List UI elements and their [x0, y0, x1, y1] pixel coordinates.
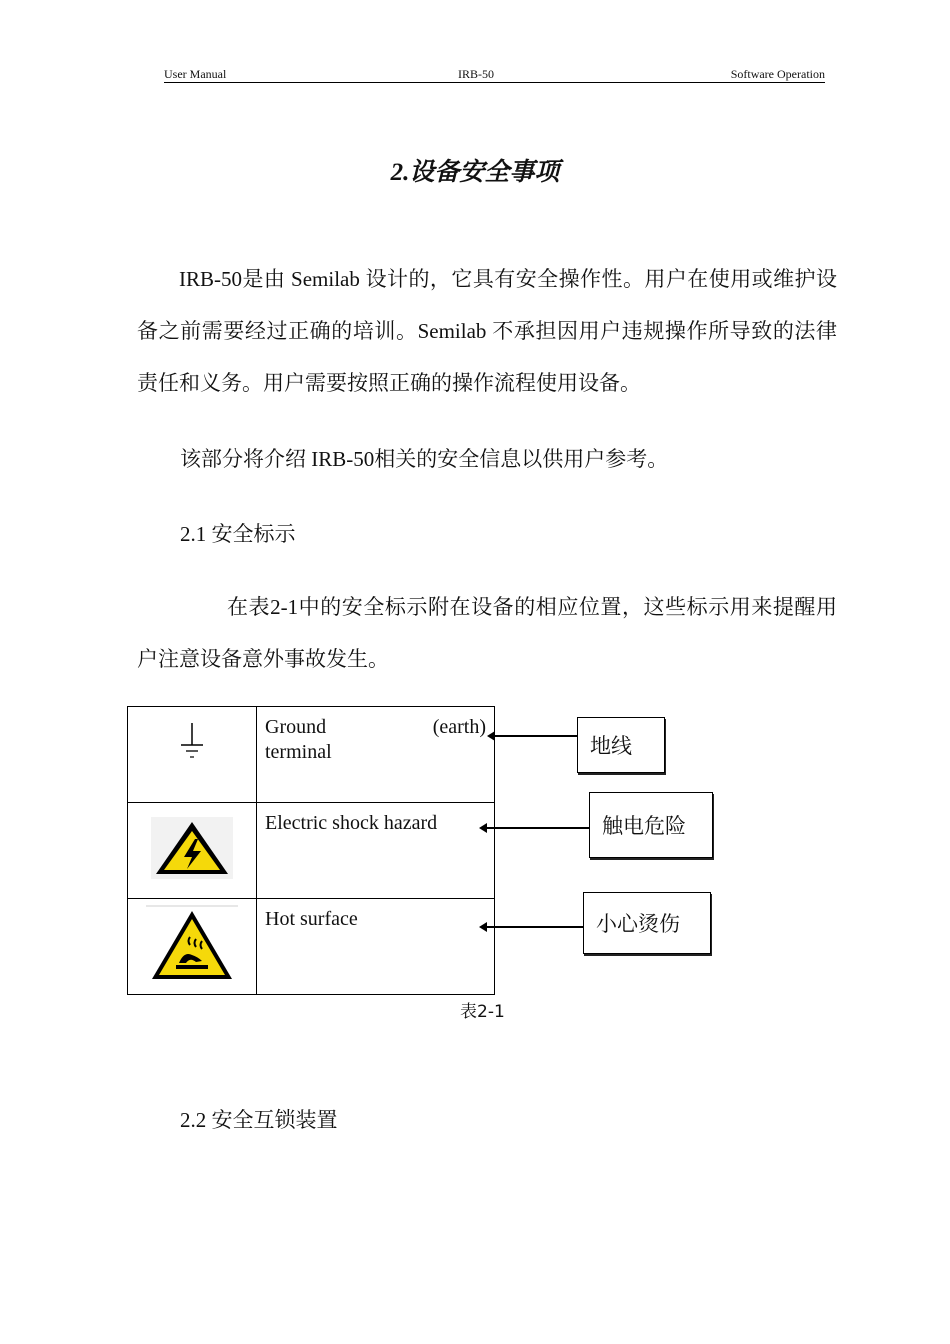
table-row — [128, 707, 495, 803]
page-header — [164, 66, 825, 83]
hot-surface-label: Hot surface — [265, 908, 358, 930]
ground-label-a: Ground — [265, 716, 327, 738]
arrow-icon — [486, 827, 589, 829]
header-right: Software Operation — [730, 67, 825, 81]
description-cell — [257, 803, 495, 899]
ground-label-b: (earth) — [432, 716, 486, 738]
signs-note-paragraph: 在表2-1中的安全标示附在设备的相应位置，这些标示用来提醒用户注意设备意外事故发生。 — [137, 595, 837, 671]
description-cell — [257, 707, 495, 803]
callout-ground: 地线 — [577, 717, 665, 773]
header-center: IRB-50 — [458, 67, 494, 81]
electric-shock-label: Electric shock hazard — [265, 812, 438, 834]
callout-hot-surface: 小心烫伤 — [583, 892, 711, 954]
header-left: User Manual — [164, 67, 227, 81]
section-heading-2-1: 2.1 安全标示 — [180, 522, 296, 546]
safety-signs-table — [127, 706, 495, 995]
icon-cell — [128, 803, 257, 899]
description-cell — [257, 899, 495, 995]
arrow-icon — [494, 735, 577, 737]
electric-shock-warning-icon — [151, 817, 233, 879]
callout-electric-shock: 触电危险 — [589, 792, 713, 858]
table-caption: 表2-1 — [460, 1002, 505, 1022]
icon-cell — [128, 707, 257, 803]
icon-cell — [128, 899, 257, 995]
table-row — [128, 899, 495, 995]
intro-paragraph: IRB-50是由 Semilab 设计的，它具有安全操作性。用户在使用或维护设备之前需要经过正确的培训。Semilab 不承担因用户违规操作所导致的法律责任和义务。用户需要按照正确的操作流程使用设备。 — [137, 267, 837, 395]
table-row — [128, 803, 495, 899]
arrow-icon — [486, 926, 583, 928]
ground-earth-icon — [177, 721, 207, 761]
info-paragraph: 该部分将介绍 IRB-50相关的安全信息以供用户参考。 — [180, 447, 669, 471]
ground-label-c: terminal — [265, 741, 332, 763]
hot-surface-warning-icon — [146, 905, 238, 983]
section-heading-2-2: 2.2 安全互锁装置 — [180, 1108, 338, 1132]
page-title: 2.设备安全事项 — [390, 159, 560, 186]
